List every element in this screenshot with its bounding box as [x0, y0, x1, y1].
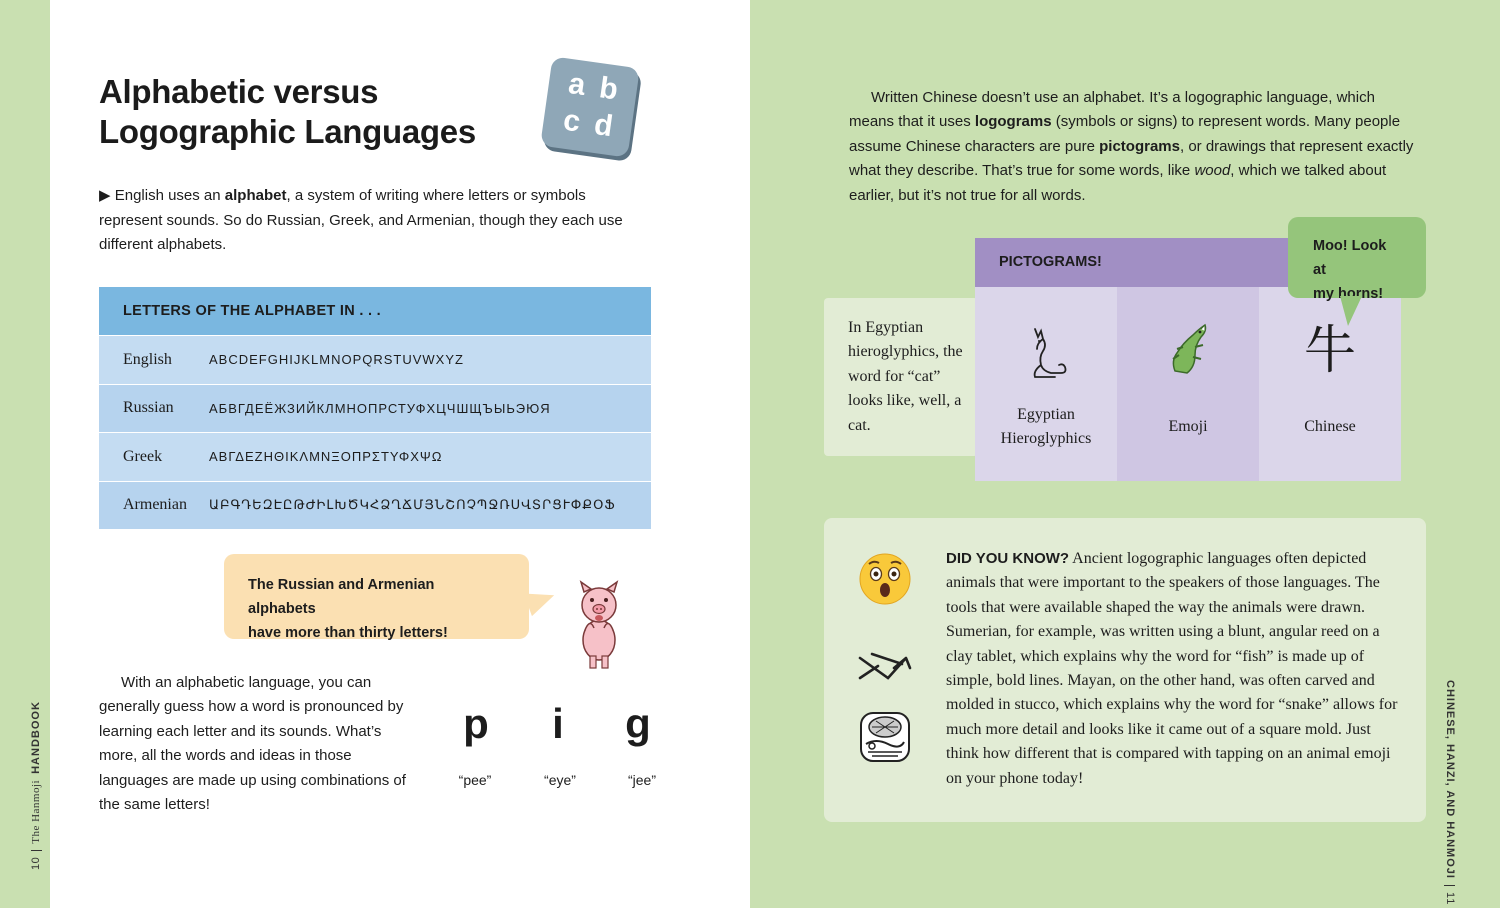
table-row — [99, 432, 651, 481]
book-handbook: HANDBOOK — [30, 701, 42, 774]
row-letters: ABCDEFGHIJKLMNOPQRSTUVWXYZ — [209, 352, 464, 368]
abcd-d: d — [592, 107, 615, 144]
title-line-1: Alphabetic versus — [99, 73, 379, 110]
ox-character-glyph: 牛 — [1303, 321, 1357, 381]
title-line-2: Logographic Languages — [99, 113, 476, 150]
ri-p1: Written Chinese doesn’t use an alphabet. It’s a logographic language, which means that it uses — [849, 89, 1375, 131]
alphabet-rows — [99, 335, 651, 529]
col1-label — [975, 403, 1117, 451]
pictograms-header: PICTOGRAMS! — [975, 238, 1290, 287]
table-row — [99, 335, 651, 384]
pig-sound-i: “eye” — [544, 772, 576, 788]
play-triangle-icon: ▶ — [99, 187, 111, 204]
page-title — [99, 72, 476, 152]
crocodile-emoji-icon — [1165, 321, 1211, 377]
table-row — [99, 481, 651, 530]
alphabet-table — [99, 287, 651, 529]
abcd-a: a — [566, 66, 588, 102]
left-margin — [0, 0, 50, 908]
left-footer — [30, 701, 42, 870]
row-letters: ΑΒΓΔΕΖΗΘΙΚΛΜΝΞΟΠΡΣΤΥΦΧΨΩ — [209, 449, 443, 465]
col1-label-line2: Hieroglyphics — [1000, 430, 1092, 447]
pig-bubble-line-2: have more than thirty letters! — [248, 625, 448, 641]
pictogram-column-emoji — [1117, 287, 1259, 481]
did-you-know-body: Ancient logographic languages often depicted animals that were important to the speakers of those languages. The tools that were available shaped the way the animals were drawn. Sumerian, for example, was written using a blunt, angular reed on a clay tablet, which explains why the word for “fish” is made up of simple, bold lines. Mayan, on the other hand, was often carved and molded in stucco, which explains why the word for “snake” allows for much more detail and looks like it came out of a square mold. Just think how different that is compared with tapping on an animal emoji on your phone today! — [946, 550, 1398, 787]
ri-p2: (symbols or signs) to represent words. Many people assume Chinese characters are pure — [849, 113, 1401, 155]
pig-letter-i: i — [552, 700, 564, 747]
table-row — [99, 384, 651, 433]
cow-speech-bubble — [1288, 217, 1426, 302]
right-page-number: 11 — [1444, 891, 1456, 906]
cow-bubble-line-2: my horns! — [1313, 286, 1384, 302]
alphabetic-paragraph: With an alphabetic language, you can generally guess how a word is pronounced by learning each letter and its sounds. What’s more, all the words and ideas in those languages are made up using combinations of the same letters! — [99, 674, 406, 814]
cow-bubble-tail — [1340, 296, 1362, 326]
alphabet-table-header: LETTERS OF THE ALPHABET IN . . . — [99, 287, 651, 335]
abcd-c: c — [561, 103, 583, 139]
chapter-title: CHINESE, HANZI, AND HANMOJI — [1444, 680, 1456, 879]
cat-hieroglyph-icon — [1021, 323, 1071, 383]
ri-p3: , or drawings that represent exactly what they describe. That’s true for some words, like — [849, 137, 1414, 180]
row-letters: ԱԲԳԴԵԶԷԸԹԺԻԼԽԾԿՀՁՂՃՄՅՆՇՈՉՊՋՌՍՎՏՐՑՒՓՔՕՖ — [209, 497, 616, 513]
row-letters: АБВГДЕЁЖЗИЙКЛМНОПРСТУФХЦЧШЩЪЫЬЭЮЯ — [209, 400, 551, 416]
did-you-know-heading: DID YOU KNOW? — [946, 550, 1070, 567]
row-language: Armenian — [123, 496, 187, 514]
ri-italic: wood — [1194, 162, 1231, 180]
row-language: English — [123, 350, 172, 368]
row-language: Russian — [123, 399, 174, 417]
mayan-snake-icon — [858, 710, 912, 764]
pig-speech-bubble — [224, 554, 529, 639]
pig-letter-g: g — [625, 700, 651, 747]
ri-p4: , which we talked about earlier, but it’s not true for all words. — [849, 162, 1387, 204]
pig-emoji-icon — [564, 580, 634, 670]
footer-divider — [31, 850, 42, 851]
logographic-paragraph — [849, 86, 1424, 208]
intro-before: English uses an — [114, 187, 225, 204]
pig-bubble-line-1: The Russian and Armenian alphabets — [248, 577, 435, 617]
cow-bubble-line-1: Moo! Look at — [1313, 238, 1387, 278]
pictogram-column-chinese — [1259, 287, 1401, 481]
book-series: The Hanmoji — [30, 779, 42, 844]
left-page-number: 10 — [30, 856, 42, 870]
intro-paragraph — [99, 184, 629, 258]
sumerian-fish-icon — [858, 648, 912, 684]
footer-divider — [1445, 885, 1456, 886]
intro-term: alphabet — [224, 187, 287, 204]
intro-after: , a system of writing where letters or symbols represent sounds. So do Russian, Greek, and Armenian, though they each use different alphabets. — [99, 187, 623, 253]
ri-term1: logograms — [974, 113, 1052, 131]
pictogram-column-egyptian — [975, 287, 1117, 481]
abcd-b: b — [597, 71, 621, 107]
egyptian-note: In Egyptian hieroglyphics, the word for “cat” looks like, well, a cat. — [824, 298, 978, 456]
ri-term2: pictograms — [1099, 137, 1180, 155]
right-footer — [1444, 680, 1456, 905]
col3-label: Chinese — [1304, 418, 1356, 435]
pig-letter-p: p — [463, 700, 489, 747]
did-you-know-text — [946, 547, 1406, 791]
col2-label: Emoji — [1168, 418, 1208, 435]
col1-label-line1: Egyptian — [1017, 406, 1075, 423]
pig-sound-p: “pee” — [458, 772, 492, 788]
row-language: Greek — [123, 447, 163, 465]
abcd-block-icon — [540, 56, 640, 157]
astonished-face-icon — [858, 552, 912, 606]
pig-sound-g: “jee” — [627, 772, 656, 788]
